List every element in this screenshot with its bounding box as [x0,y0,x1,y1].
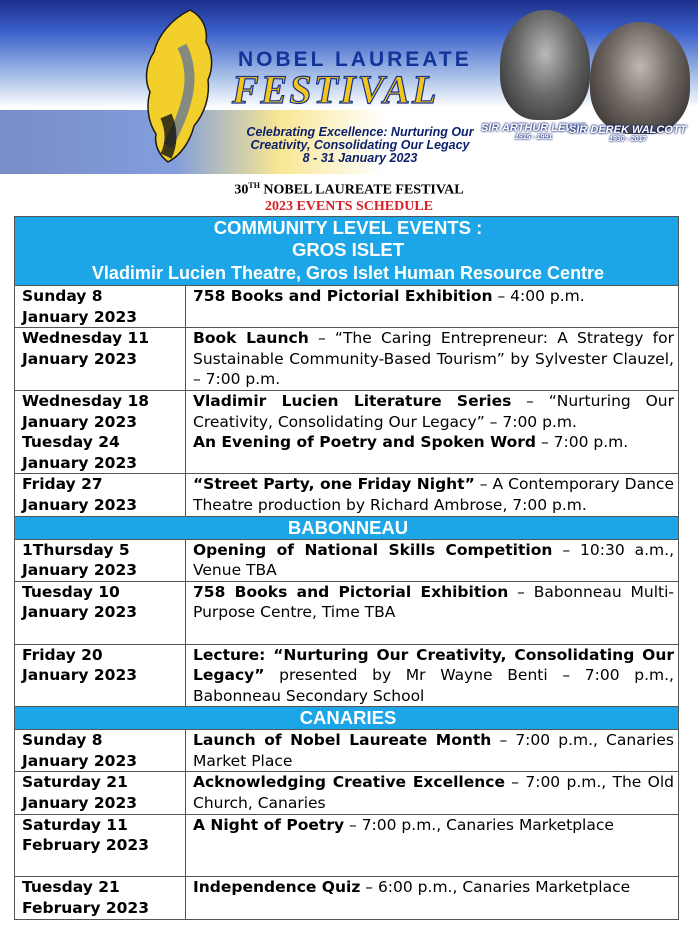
festival-banner [0,0,698,174]
table-row [15,581,679,644]
event-title: An Evening of Poetry and Spoken Word [193,433,537,452]
walcott-name: SIR DEREK WALCOTT [569,124,687,136]
event-date: Wednesday 18 January 2023 Tuesday 24 January 2023 [15,390,186,473]
event-description [186,286,679,328]
table-row [15,474,679,516]
event-title: Opening of National Skills Competition [193,540,553,559]
table-row [15,286,679,328]
tagline-line: Creativity, Consolidating Our Legacy [250,138,470,152]
section-heading-line: GROS ISLET [291,239,405,260]
walcott-caption [569,124,686,143]
event-detail: – 7:00 p.m. [536,433,629,452]
event-date: Sunday 8 January 2023 [15,730,186,772]
tagline-dates: 8 - 31 January 2023 [302,151,418,165]
event-detail: – 7:00 p.m., The Old Church, Canaries [193,773,674,813]
event-detail: – 7:00 p.m., Canaries Marketplace [344,815,614,834]
arthur-lewis-portrait [500,10,590,120]
event-date: Saturday 11 February 2023 [15,814,186,877]
table-row [15,539,679,581]
section-heading-line: CANARIES [299,707,397,729]
event-detail: – 6:00 p.m., Canaries Marketplace [360,878,631,897]
event-title: Launch of Nobel Laureate Month [193,731,492,750]
section-header-gros-islet [15,217,679,286]
title-ordinal: TH [248,181,260,190]
event-description [186,644,679,707]
event-description [186,772,679,814]
logo-line1: NOBEL LAUREATE [238,48,472,71]
event-detail: – Babonneau Multi-Purpose Centre, Time TBA [193,582,674,622]
section-venue: Vladimir Lucien Theatre, Gros Islet Human Resource Centre [91,263,605,283]
event-title: “Street Party, one Friday Night” [193,475,475,494]
event-description [186,539,679,581]
section-heading-cell [15,217,679,286]
event-title: Vladimir Lucien Literature Series [193,391,512,410]
lewis-name: SIR ARTHUR LEWIS [481,122,587,134]
event-date: 1Thursday 5 January 2023 [15,539,186,581]
event-detail: – 7:00 p.m., Canaries Market Place [193,731,674,770]
events-schedule-table [14,216,679,920]
event-description [186,877,679,919]
section-heading-line: BABONNEAU [287,516,409,538]
event-detail: – “Nurturing Our Creativity, Consolidating Our Legacy” – 7:00 p.m. [193,391,674,431]
schedule-titles [0,178,698,215]
event-detail: – 4:00 p.m. [492,287,585,305]
section-heading-cell [15,516,679,539]
event-date: Friday 20 January 2023 [15,644,186,707]
section-header-babonneau [15,516,679,539]
event-detail: – A Contemporary Dance Theatre production by Richard Ambrose, 7:00 p.m. [193,475,674,514]
event-date: Tuesday 21 February 2023 [15,877,186,919]
table-row [15,390,679,473]
table-row [15,730,679,772]
festival-title [0,178,698,199]
event-title: Independence Quiz [193,878,361,897]
section-header-canaries [15,707,679,730]
event-description [186,581,679,644]
festival-logo [232,48,492,112]
title-text: NOBEL LAUREATE FESTIVAL [259,182,464,198]
festival-tagline [210,126,510,165]
section-heading-line: COMMUNITY LEVEL EVENTS : [213,217,483,238]
event-title: Lecture: “Nurturing Our Creativity, Consolidating Our Legacy” [193,645,674,685]
event-title: 758 Books and Pictorial Exhibition [193,287,493,305]
event-detail: – “The Caring Entrepreneur: A Strategy for Sustainable Community-Based Tourism” by Sylvester Clauzel, – 7:00 p.m. [193,329,674,389]
event-description [186,328,679,391]
event-title: A Night of Poetry [193,815,345,834]
event-title: 758 Books and Pictorial Exhibition [193,582,509,601]
event-date: Wednesday 11 January 2023 [15,328,186,391]
event-title: Acknowledging Creative Excellence [193,773,505,792]
event-detail: – 10:30 a.m., Venue TBA [193,540,674,580]
event-date: Saturday 21 January 2023 [15,772,186,814]
schedule-subtitle: 2023 EVENTS SCHEDULE [264,198,434,214]
table-row [15,644,679,707]
logo-line2: FESTIVAL [232,67,439,112]
event-date: Friday 27 January 2023 [15,474,186,516]
table-row [15,328,679,391]
walcott-years: 1930 - 2017 [608,136,647,143]
derek-walcott-portrait [590,22,690,134]
title-number: 30 [234,182,249,198]
event-description [186,814,679,877]
event-title: Book Launch [193,329,309,348]
tagline-line: Celebrating Excellence: Nurturing Our [246,125,474,139]
table-row [15,877,679,919]
event-date: Tuesday 10 January 2023 [15,581,186,644]
lewis-years: 1915 - 1991 [514,134,553,141]
section-heading-cell [15,707,679,730]
table-row [15,772,679,814]
event-description [186,390,679,473]
event-date: Sunday 8 January 2023 [15,286,186,328]
event-description [186,474,679,516]
table-row [15,814,679,877]
event-detail: presented by Mr Wayne Benti – 7:00 p.m., Babonneau Secondary School [193,666,674,705]
event-description [186,730,679,772]
